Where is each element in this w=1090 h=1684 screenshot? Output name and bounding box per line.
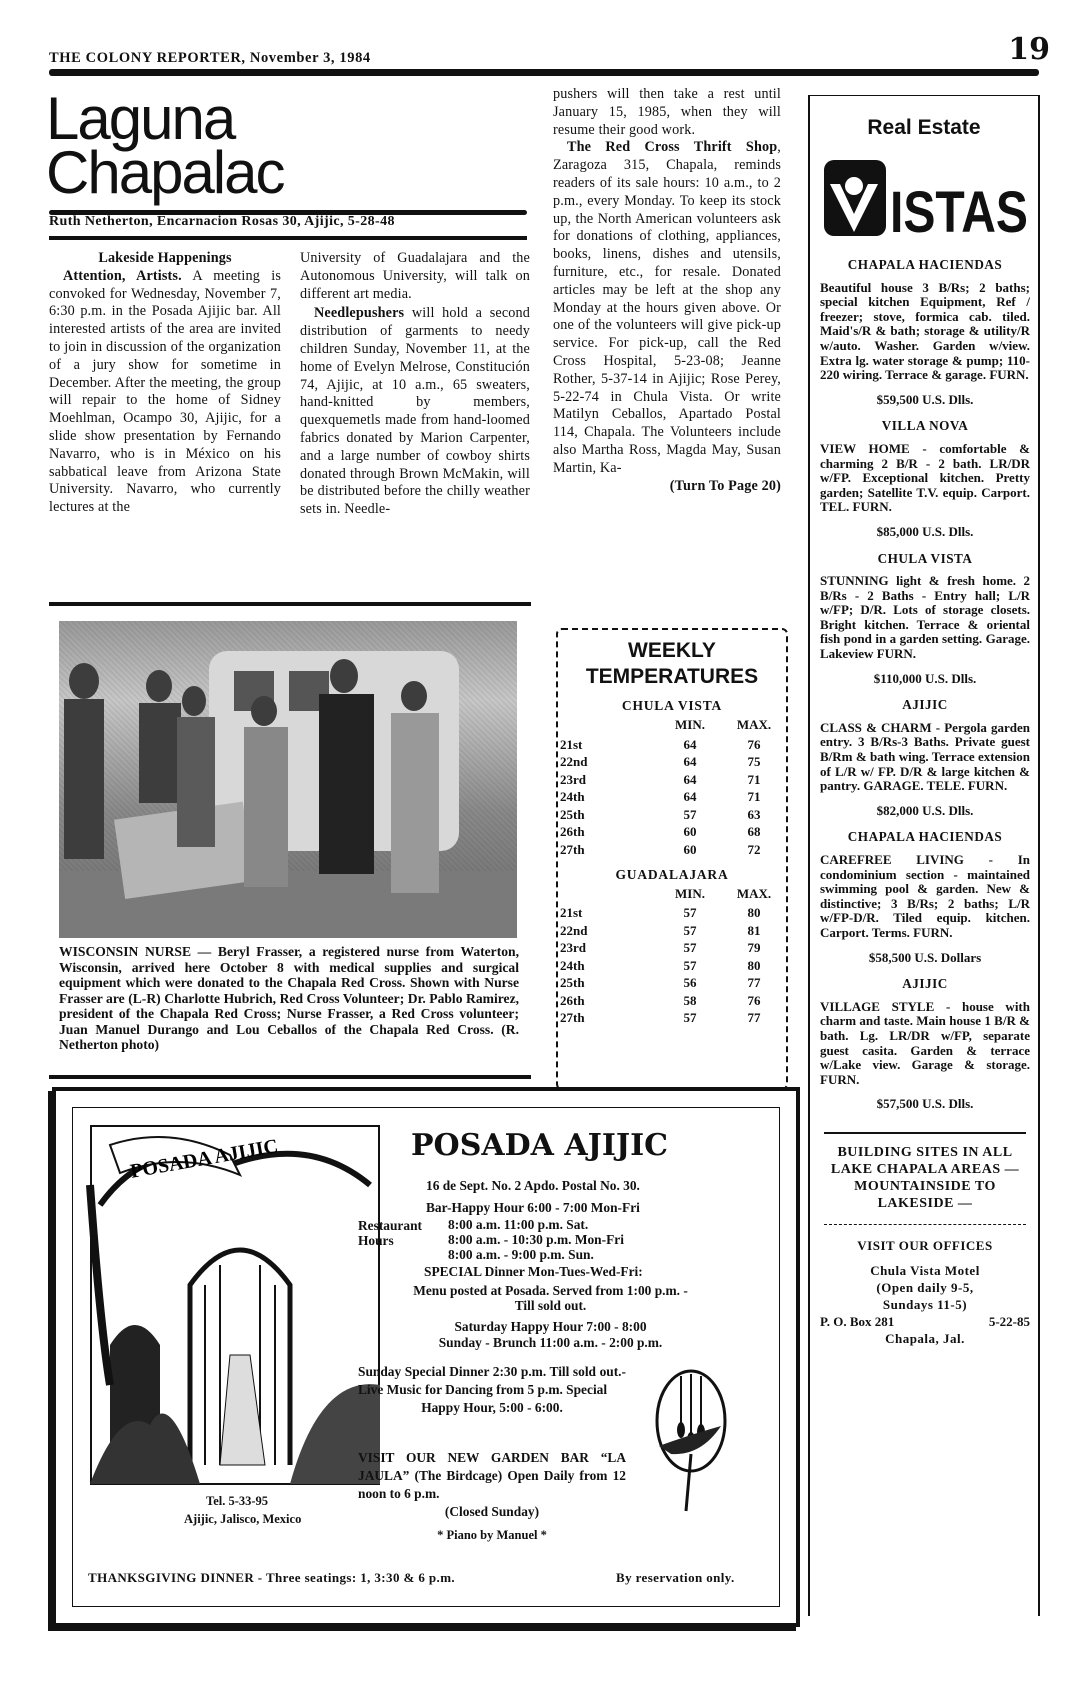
- continued-link[interactable]: (Turn To Page 20): [669, 477, 781, 494]
- temperature-day: 26th: [560, 992, 585, 1008]
- temperature-min: 64: [683, 736, 697, 752]
- vistas-logo-mark: [824, 158, 1029, 245]
- temperature-cities: [558, 698, 786, 1027]
- temperature-row: [558, 992, 786, 1010]
- article-bottom-rule: [49, 602, 531, 606]
- temperature-row: [558, 1010, 786, 1028]
- temperature-row: [558, 736, 786, 754]
- header-rule: [49, 69, 1039, 76]
- temperature-header-row: [558, 714, 786, 736]
- photo-illustration: [59, 621, 517, 938]
- menu-posted: [358, 1283, 743, 1313]
- temperature-row: [558, 841, 786, 859]
- listing-description: Beautiful house 3 B/Rs; 2 baths; special kitchen Equipment, Ref / freezer; stove, formica cab. tiled. Maid's/R & bath; storage & utility/R w/auto. Washer. Garden w/view. Extra lg. water storage & pump; 110-220 wiring. Terrace & garage. FURN.: [820, 279, 1030, 383]
- divider: [824, 1132, 1026, 1134]
- temperature-min: 64: [683, 771, 697, 787]
- min-label: MIN.: [675, 885, 705, 901]
- garden-bar: [358, 1449, 626, 1521]
- temperature-city-name: CHULA VISTA: [621, 698, 723, 713]
- article-column-3: [553, 86, 781, 495]
- temperature-max: 79: [747, 940, 761, 956]
- listing-description: CAREFREE LIVING - In condominium section - maintained swimming pool & garden. New & distinctive; 3 B/Rs; 2 baths; L/R w/FP-D/R. Tiled equip. kitchen. Carport. Terms. FURN.: [820, 852, 1030, 940]
- special-dinner: SPECIAL Dinner Mon-Tues-Wed-Fri:: [424, 1264, 643, 1279]
- temperature-row: [558, 922, 786, 940]
- sunday-special: [358, 1363, 626, 1417]
- lead-needlepushers: Needlepushers: [314, 305, 405, 322]
- temperature-table: [558, 883, 786, 1028]
- caption-rule: [49, 1075, 531, 1079]
- news-photo: [59, 621, 517, 938]
- page-number: 19: [1008, 32, 1050, 67]
- temperature-max: 77: [747, 975, 761, 991]
- posada-tel: Tel. 5-33-95: [206, 1494, 269, 1508]
- caption-lead: WISCONSIN NURSE —: [59, 944, 212, 959]
- max-label: MAX.: [736, 717, 772, 732]
- listing-area: CHULA VISTA: [877, 550, 973, 566]
- hours-sun: 8:00 a.m. - 9:00 p.m. Sun.: [448, 1247, 594, 1262]
- listing-description: STUNNING light & fresh home. 2 B/Rs - 2 Baths - Entry hall; L/R w/FP; D/R. Lots of storage closets. Bright kitchen. Terrace & oriental fish pond in a garden setting. Garage. Lakeview FURN.: [820, 573, 1030, 662]
- temperatures-title-line2: TEMPERATURES: [585, 665, 759, 688]
- real-estate-listing: [820, 698, 1030, 818]
- caption-text: Beryl Frasser, a registered nurse from Waterton, Wisconsin, arrived here October 8 with medical supplies and surgical equipment which were donated to the Chapala Red Cross. Shown with Nurse Frasser are (L-R) Charlotte Hubrich, Red Cross Volunteer; Dr. Pablo Ramirez, president of the Chapala Red Cross; Nurse Frasser, a Red Cross volunteer; Juan Manuel Durango and Lou Ceballos of the Chapala Red Cross. (R. Netherton photo): [59, 944, 519, 1052]
- listing-price: $110,000 U.S. Dlls.: [873, 670, 977, 686]
- hours-mon-fri: 8:00 a.m. - 10:30 p.m. Mon-Fri: [448, 1232, 624, 1247]
- min-label: MIN.: [675, 717, 705, 732]
- temperature-table: [558, 714, 786, 859]
- real-estate-listing: [820, 258, 1030, 407]
- column-title-line1: Laguna: [46, 85, 235, 152]
- listing-price: $58,500 U.S. Dollars: [868, 949, 982, 965]
- listing-price: $85,000 U.S. Dlls.: [876, 523, 974, 539]
- temperature-min: 56: [683, 975, 697, 991]
- real-estate-listing: [820, 977, 1030, 1112]
- temperature-max: 68: [747, 824, 761, 840]
- banner-text: POSADA AJIJIC: [128, 1135, 280, 1183]
- listing-description: VILLAGE STYLE - house with charm and taste. Main house 1 B/R & bath. Lg. LR/DR w/FP, separate guest casita. Garden & terrace w/Lake view. Garage & storage. FURN.: [820, 998, 1030, 1087]
- bar-happy-hour: Bar-Happy Hour 6:00 - 7:00 Mon-Fri: [426, 1200, 640, 1215]
- temperature-min: 64: [683, 789, 697, 805]
- temperature-row: [558, 957, 786, 975]
- sunday-brunch: Sunday - Brunch 11:00 a.m. - 2:00 p.m.: [438, 1335, 663, 1350]
- office-city: Chapala, Jal.: [885, 1330, 965, 1346]
- restaurant-hours: [448, 1217, 624, 1262]
- byline-rule: [49, 236, 527, 240]
- temperature-day: 27th: [560, 841, 585, 857]
- temperature-max: 72: [747, 841, 761, 857]
- hours-label: Hours: [358, 1233, 394, 1248]
- temperature-row: [558, 905, 786, 923]
- temperature-min: 60: [683, 841, 697, 857]
- temperature-day: 27th: [560, 1010, 585, 1026]
- temperature-max: 75: [747, 754, 761, 770]
- temperature-row: [558, 771, 786, 789]
- temperature-max: 76: [747, 992, 761, 1008]
- temperature-max: 71: [747, 789, 761, 805]
- temperature-min: 57: [683, 1010, 697, 1026]
- temperature-row: [558, 940, 786, 958]
- real-estate-column: [808, 95, 1040, 1616]
- listing-area: CHAPALA HACIENDAS: [847, 829, 1003, 845]
- temperature-day: 25th: [560, 975, 585, 991]
- temperature-day: 24th: [560, 789, 585, 805]
- listing-area: CHAPALA HACIENDAS: [847, 257, 1003, 272]
- piano-by-manuel: * Piano by Manuel *: [437, 1528, 547, 1542]
- listing-description: VIEW HOME - comfortable & charming 2 B/R - 2 bath. LR/DR w/FP. Exceptional kitchen. Pretty garden; Satellite T.V. equip. Carport. TEL. FURN.: [820, 440, 1030, 515]
- real-estate-listing: [820, 552, 1030, 687]
- article-paragraph: , Zaragoza 315, Chapala, reminds readers of its sale hours: 10 a.m., to 2 p.m., every Monday. To keep its stock up, the North American volunteers ask for donations of clothing, appliances, books, linens, dishes and utensils, furniture, etc., for resale. Donated articles may be left at the shop any Monday at the hours given above. Or one of the volunteers will give pick-up service. For pick-up, call the Red Cross Hospital, 5-23-08; Jeanne Rother, 5-37-14 in Ajijic; Rose Perey, 5-22-74 in Chula Vista. Or write Matilyn Ceballos, Apartado Postal 114, Chapala. The Volunteers include also Martha Ross, Magda May, Susan Martin, Ka-: [553, 139, 781, 476]
- posada-title: POSADA AJIJIC: [411, 1128, 668, 1163]
- office-name: Chula Vista Motel: [870, 1262, 980, 1278]
- weekly-temperatures-box: [556, 628, 788, 1090]
- temperature-min: 57: [683, 957, 697, 973]
- listing-area: AJIJIC: [902, 697, 948, 713]
- temperature-min: 57: [683, 922, 697, 938]
- photo-caption: [59, 944, 519, 1053]
- listing-area: VILLA NOVA: [881, 418, 969, 434]
- office-hours: (Open daily 9-5, Sundays 11-5): [876, 1279, 974, 1312]
- temperatures-title: [558, 638, 786, 690]
- column-title: [46, 85, 284, 206]
- temperature-max: 80: [747, 905, 761, 921]
- lead-red-cross-thrift-shop: The Red Cross Thrift Shop: [567, 139, 778, 156]
- posada-ajijic-ad: [52, 1087, 800, 1627]
- temperature-day: 23rd: [560, 771, 586, 787]
- listing-price: $82,000 U.S. Dlls.: [876, 802, 974, 818]
- temperature-day: 25th: [560, 806, 585, 822]
- temperature-day: 23rd: [560, 940, 586, 956]
- temperature-row: [558, 824, 786, 842]
- section-heading: Lakeside Happenings: [98, 250, 232, 266]
- till-sold-out: Till sold out.: [514, 1298, 587, 1313]
- posada-location: Ajijic, Jalisco, Mexico: [184, 1512, 302, 1526]
- temperature-max: 80: [747, 957, 761, 973]
- article-column-1: [49, 250, 281, 517]
- real-estate-heading: Real Estate: [867, 116, 981, 139]
- temperature-max: 76: [747, 736, 761, 752]
- sunday-special-text: Sunday Special Dinner 2:30 p.m. Till sold out.-Live Music for Dancing from 5 p.m. Special: [358, 1364, 626, 1397]
- posada-gate-illustration: [90, 1125, 380, 1485]
- real-estate-listing: [820, 419, 1030, 539]
- temperature-row: [558, 806, 786, 824]
- temperature-day: 26th: [560, 824, 585, 840]
- office-phone: 5-22-85: [988, 1313, 1030, 1329]
- temperature-row: [558, 975, 786, 993]
- article-paragraph: University of Guadalajara and the Autonomous University, will talk on different art media.: [300, 250, 530, 302]
- column-title-line2: Chapalac: [46, 139, 284, 206]
- office-contact: [820, 1313, 1030, 1330]
- vistas-logo-text: ISTAS: [890, 180, 1028, 245]
- max-label: MAX.: [736, 885, 772, 901]
- temperature-city-name: GUADALAJARA: [615, 866, 729, 882]
- article-paragraph: pushers will then take a rest until January 15, 1985, when they will resume their good work.: [553, 86, 781, 138]
- article-column-2: [300, 250, 530, 519]
- posada-address: 16 de Sept. No. 2 Apdo. Postal No. 30.: [426, 1178, 640, 1193]
- temperature-row: [558, 754, 786, 772]
- hours-sat: 8:00 a.m. 11:00 p.m. Sat.: [448, 1217, 589, 1232]
- real-estate-listing: [820, 830, 1030, 965]
- temperature-day: 21st: [560, 736, 583, 752]
- weekend-hours: [358, 1319, 743, 1351]
- garden-bar-text: VISIT OUR NEW GARDEN BAR “LA JAULA” (The Birdcage) Open Daily from 12 noon to 6 p.m.: [358, 1450, 626, 1501]
- temperature-max: 71: [747, 771, 761, 787]
- temperature-max: 81: [747, 922, 761, 938]
- thanksgiving-dinner: THANKSGIVING DINNER - Three seatings: 1, 3:30 & 6 p.m.: [88, 1570, 456, 1585]
- listing-description: CLASS & CHARM - Pergola garden entry. 3 B/Rs-3 Baths. Private guest B/Rm & bath wing. Terrace extension of L/R w/ FP. D/R & large kitchen & pantry. GARAGE. TELE. FURN.: [820, 719, 1030, 794]
- temperature-min: 57: [683, 905, 697, 921]
- article-paragraph: will hold a second distribution of garments to needy children Sunday, November 11, at the home of Evelyn Melrose, Constitución 74, Ajijic, at 10 a.m., 65 sweaters, hand-knitted by members, quexquemetls made from hand-loomed fabrics donated by Marion Carpenter, and a large number of cowboy shirts donated through Brown McMakin, will be distributed before the chilly weather sets in. Needle-: [300, 305, 530, 518]
- temperature-min: 64: [683, 754, 697, 770]
- real-estate-listings: [820, 246, 1030, 1347]
- building-sites: BUILDING SITES IN ALL LAKE CHAPALA AREAS — MOUNTAINSIDE TO LAKESIDE —: [830, 1144, 1020, 1211]
- restaurant-label: Restaurant: [358, 1218, 422, 1233]
- temperatures-title-line1: WEEKLY: [628, 639, 716, 662]
- vistas-logo: [824, 158, 1029, 245]
- temperature-row: [558, 789, 786, 807]
- menu-posted-text: Menu posted at Posada. Served from 1:00 p.m. -: [413, 1283, 688, 1298]
- po-box: P. O. Box 281: [820, 1313, 895, 1329]
- special-happy-hour: Happy Hour, 5:00 - 6:00.: [421, 1400, 563, 1415]
- listing-price: $59,500 U.S. Dlls.: [876, 391, 974, 407]
- publication-header: THE COLONY REPORTER, November 3, 1984: [49, 50, 371, 66]
- divider: [824, 1224, 1026, 1225]
- temperature-min: 57: [683, 940, 697, 956]
- temperature-day: 22nd: [560, 754, 588, 770]
- temperature-max: 77: [747, 1010, 761, 1026]
- temperature-min: 57: [683, 806, 697, 822]
- byline: Ruth Netherton, Encarnacion Rosas 30, Ajijic, 5-28-48: [49, 214, 395, 229]
- reservation-only: By reservation only.: [616, 1570, 735, 1585]
- birdcage-illustration: [641, 1366, 731, 1516]
- temperature-header-row: [558, 883, 786, 905]
- lead-attention-artists: Attention, Artists.: [63, 267, 182, 284]
- temperature-max: 63: [747, 806, 761, 822]
- listing-area: AJIJIC: [902, 976, 948, 992]
- temperature-min: 58: [683, 992, 697, 1008]
- temperature-min: 60: [683, 824, 697, 840]
- listing-price: $57,500 U.S. Dlls.: [876, 1096, 974, 1112]
- visit-offices: VISIT OUR OFFICES: [857, 1237, 993, 1253]
- article-paragraph: A meeting is convoked for Wednesday, November 7, 6:30 p.m. in the Posada Ajijic bar. All interested artists of the area are invited to join in discussion of the organization of a jury show for sometime in December. After the meeting, the group will repair to the home of Sidney Moehlman, Ocampo 30, Ajijic, for a slide show presentation by Fernando Navarro, who is in México on his sabbatical leave from Arizona State University. Navarro, who currently lectures at the: [49, 267, 281, 516]
- temperature-day: 22nd: [560, 922, 588, 938]
- saturday-happy-hour: Saturday Happy Hour 7:00 - 8:00: [454, 1319, 647, 1334]
- closed-sunday: (Closed Sunday): [444, 1504, 540, 1519]
- temperature-day: 21st: [560, 905, 583, 921]
- temperature-day: 24th: [560, 957, 585, 973]
